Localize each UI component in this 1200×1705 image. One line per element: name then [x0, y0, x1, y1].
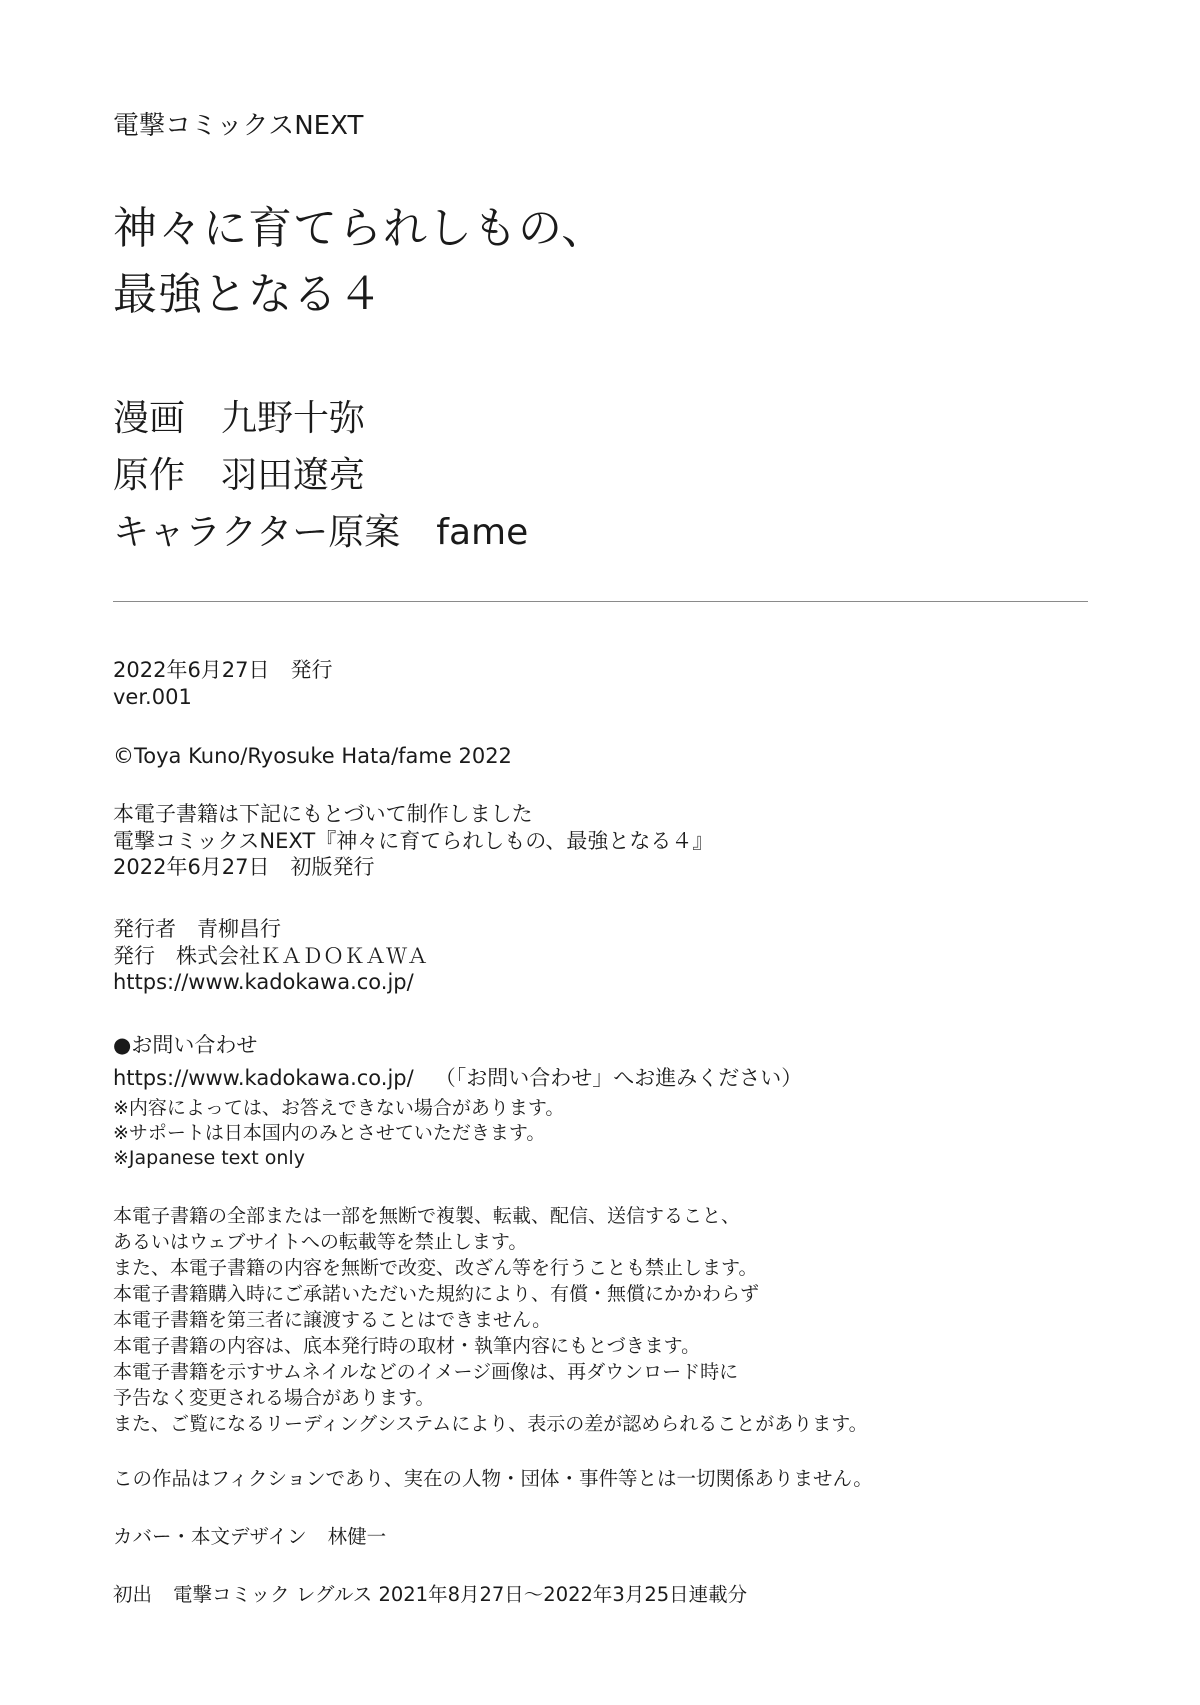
credit-name: fame: [436, 512, 529, 553]
book-title: [113, 196, 606, 328]
design-credit: [113, 1524, 386, 1551]
design-label: カバー・本文デザイン: [113, 1525, 307, 1548]
source-edition-date: 2022年6月27日: [113, 855, 270, 879]
first-appearance-text: 電撃コミック レグルス 2021年8月27日〜2022年3月25日連載分: [173, 1583, 748, 1606]
version: ver.001: [113, 684, 192, 709]
contact-url-note: （「お問い合わせ」へお進みください）: [434, 1066, 803, 1090]
design-name: 林健一: [327, 1525, 387, 1548]
credit-name: 九野十弥: [221, 398, 366, 439]
issue-label: 発行: [290, 658, 333, 682]
publisher-url[interactable]: https://www.kadokawa.co.jp/: [113, 970, 414, 994]
publisher-info: [113, 916, 428, 996]
source-edition-line-1: 本電子書籍は下記にもとづいて制作しました: [113, 802, 533, 826]
terms-line: また、本電子書籍の内容を無断で改変、改ざん等を行うことも禁止します。: [113, 1257, 758, 1279]
terms-of-use: [113, 1203, 868, 1437]
imprint-label: 電撃コミックスNEXT: [113, 111, 364, 141]
first-appearance-label: 初出: [113, 1583, 153, 1606]
fiction-notice: この作品はフィクションであり、実在の人物・団体・事件等とは一切関係ありません。: [113, 1467, 873, 1490]
book-title-line-2: 最強となる４: [113, 269, 383, 320]
credit-name: 羽田遼亮: [221, 455, 366, 496]
terms-line: 本電子書籍の内容は、底本発行時の取材・執筆内容にもとづきます。: [113, 1335, 701, 1357]
source-edition: [113, 801, 713, 881]
copyright: ©Toya Kuno/Ryosuke Hata/fame 2022: [113, 744, 512, 768]
first-appearance: [113, 1582, 747, 1609]
credit-original-story: [113, 447, 528, 504]
terms-line: 本電子書籍を示すサムネイルなどのイメージ画像は、再ダウンロード時に: [113, 1361, 739, 1383]
contact-note: ※サポートは日本国内のみとさせていただきます。: [113, 1122, 546, 1144]
section-divider: [113, 601, 1088, 602]
terms-line: また、ご覧になるリーディングシステムにより、表示の差が認められることがあります。: [113, 1413, 868, 1435]
contact-note: ※内容によっては、お答えできない場合があります。: [113, 1097, 565, 1119]
terms-line: 予告なく変更される場合があります。: [113, 1387, 435, 1409]
publisher-label: 発行者: [113, 917, 176, 941]
contact-heading: ●お問い合わせ: [113, 1033, 258, 1057]
credit-role: キャラクター原案: [113, 512, 401, 553]
book-title-line-1: 神々に育てられしもの、: [113, 203, 607, 254]
terms-line: 本電子書籍購入時にご承諾いただいた規約により、有償・無償にかかわらず: [113, 1283, 760, 1305]
issue-info: [113, 657, 333, 710]
issuer-label: 発行: [113, 943, 155, 968]
terms-line: 本電子書籍を第三者に譲渡することはできません。: [113, 1309, 552, 1331]
terms-line: 本電子書籍の全部または一部を無断で複製、転載、配信、送信すること、: [113, 1205, 741, 1227]
contact-info: [113, 1030, 802, 1171]
credit-manga: [113, 390, 528, 447]
issue-date: 2022年6月27日: [113, 658, 270, 682]
credits: [113, 390, 528, 561]
source-edition-label: 初版発行: [290, 855, 375, 879]
credit-role: 漫画: [113, 398, 186, 439]
terms-line: あるいはウェブサイトへの転載等を禁止します。: [113, 1231, 528, 1253]
contact-note: ※Japanese text only: [113, 1147, 305, 1169]
publisher-name: 青柳昌行: [197, 917, 281, 941]
source-edition-line-2: 電撃コミックスNEXT『神々に育てられしもの、最強となる４』: [113, 828, 714, 853]
credit-character-design: [113, 504, 528, 561]
issuer-name: 株式会社ＫＡＤＯＫＡＷＡ: [176, 943, 428, 968]
contact-url[interactable]: https://www.kadokawa.co.jp/: [113, 1066, 414, 1090]
credit-role: 原作: [113, 455, 186, 496]
